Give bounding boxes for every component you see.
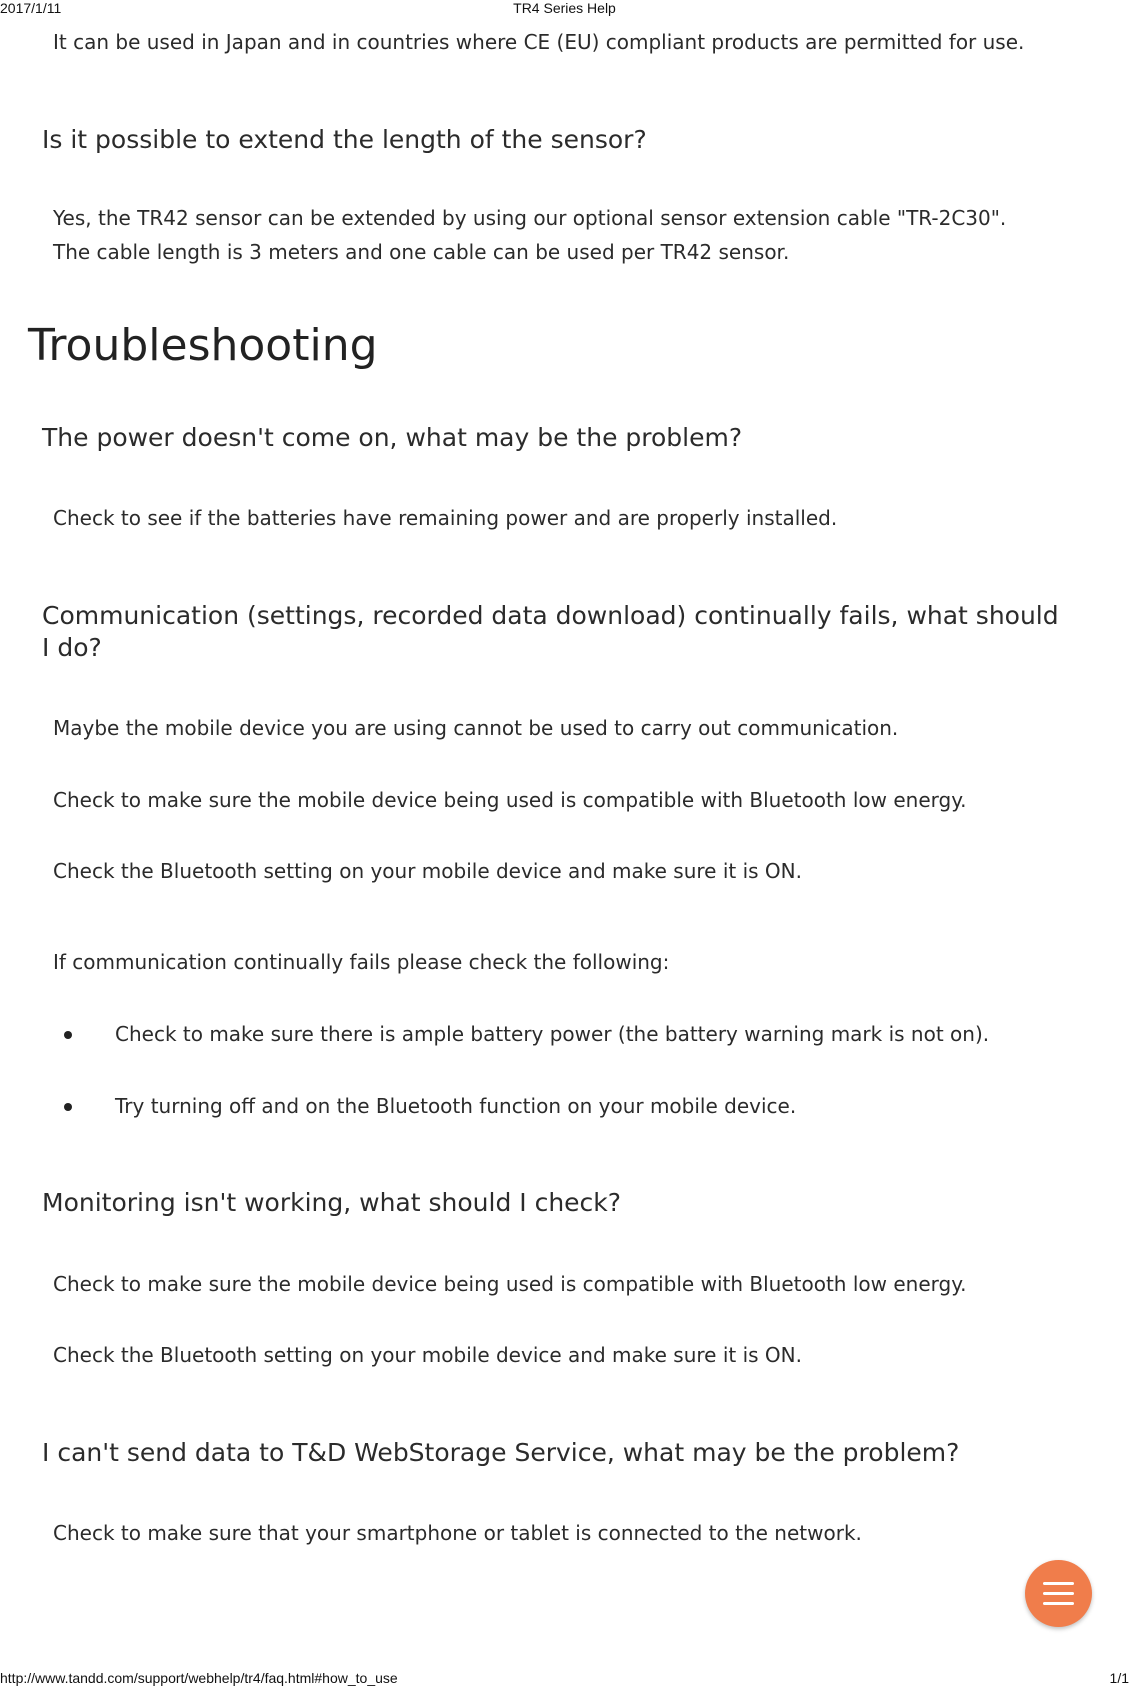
section-title-troubleshooting: Troubleshooting [28,320,378,371]
faq-answer-sensor-line1: Yes, the TR42 sensor can be extended by using our optional sensor extension cable "TR-2C30". [53,206,1007,230]
print-date: 2017/1/11 [0,0,62,16]
faq-answer-webstorage: Check to make sure that your smartphone or tablet is connected to the network. [53,1521,862,1545]
bullet-icon [64,1103,72,1111]
print-header [0,0,1129,18]
list-item-text: Check to make sure there is ample battery power (the battery warning mark is not on). [115,1022,990,1046]
faq-answer-monitoring-2: Check the Bluetooth setting on your mobile device and make sure it is ON. [53,1343,802,1367]
faq-communication-followup: If communication continually fails please check the following: [53,950,670,974]
faq-answer-communication-2: Check to make sure the mobile device being used is compatible with Bluetooth low energy. [53,788,967,812]
bullet-icon [64,1031,72,1039]
faq-answer-communication-3: Check the Bluetooth setting on your mobile device and make sure it is ON. [53,859,802,883]
intro-answer: It can be used in Japan and in countries where CE (EU) compliant products are permitted for use. [53,30,1025,54]
list-item-text: Try turning off and on the Bluetooth function on your mobile device. [115,1094,797,1118]
hamburger-menu-icon-bar [1043,1602,1074,1605]
faq-question-power: The power doesn't come on, what may be the problem? [42,423,743,452]
faq-question-monitoring: Monitoring isn't working, what should I check? [42,1188,622,1217]
faq-question-sensor: Is it possible to extend the length of the sensor? [42,125,647,154]
print-footer [0,1670,1129,1688]
print-url: http://www.tandd.com/support/webhelp/tr4/faq.html#how_to_use [0,1670,398,1686]
faq-answer-communication-1: Maybe the mobile device you are using cannot be used to carry out communication. [53,716,899,740]
faq-question-communication: Communication (settings, recorded data download) continually fails, what should I do? [42,601,1059,662]
faq-answer-power: Check to see if the batteries have remaining power and are properly installed. [53,506,838,530]
faq-answer-sensor-line2: The cable length is 3 meters and one cable can be used per TR42 sensor. [53,240,790,264]
faq-answer-monitoring-1: Check to make sure the mobile device being used is compatible with Bluetooth low energy. [53,1272,967,1296]
print-title: TR4 Series Help [513,0,616,16]
print-page-number: 1/1 [1109,1670,1129,1686]
faq-question-webstorage: I can't send data to T&D WebStorage Service, what may be the problem? [42,1438,960,1467]
hamburger-menu-icon [1043,1582,1074,1585]
menu-button[interactable] [1025,1560,1092,1627]
hamburger-menu-icon-bar [1043,1592,1074,1595]
